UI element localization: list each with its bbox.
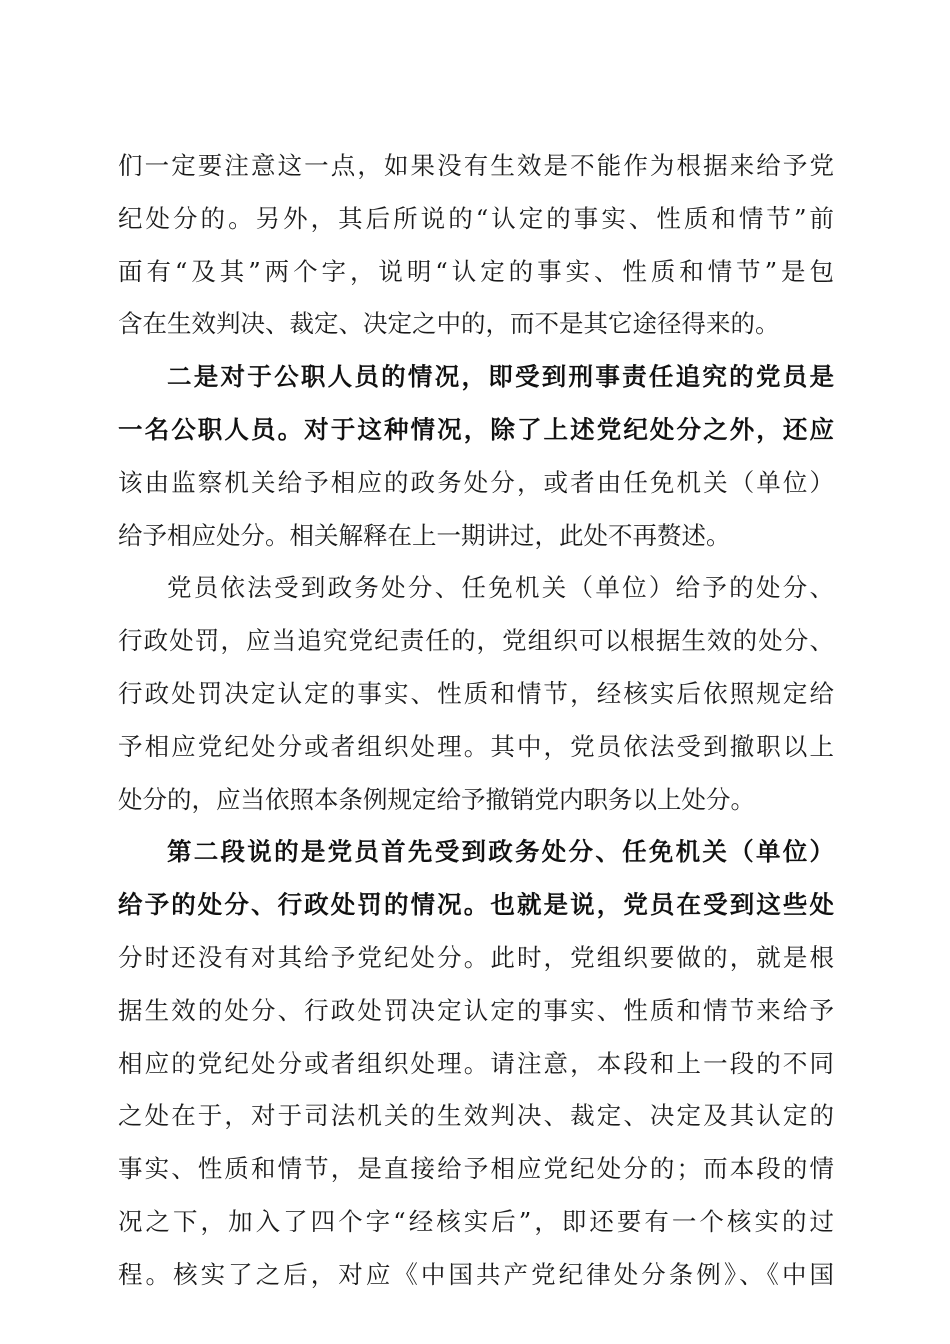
text-line-bold: 二是对于公职人员的情况，即受到刑事责任追究的党员是 (167, 362, 834, 392)
paragraph-4 (118, 826, 834, 1301)
text-line: 况之下，加入了四个字“经核实后”，即还要有一个核实的过 (118, 1206, 834, 1236)
text-line: 面有“及其”两个字，说明“认定的事实、性质和情节”是包 (118, 256, 834, 286)
text-line: 分时还没有对其给予党纪处分。此时，党组织要做的，就是根 (118, 942, 834, 972)
text-line-bold: 给予的处分、行政处罚的情况。也就是说，党员在受到这些处 (118, 890, 834, 920)
text-line: 之处在于，对于司法机关的生效判决、裁定、决定及其认定的 (118, 1101, 834, 1131)
text-line: 行政处罚，应当追究党纪责任的，党组织可以根据生效的处分、 (118, 626, 834, 656)
text-line: 事实、性质和情节，是直接给予相应党纪处分的；而本段的情 (118, 1154, 834, 1184)
text-line: 们一定要注意这一点，如果没有生效是不能作为根据来给予党 (118, 151, 834, 180)
text-line: 给予相应处分。相关解释在上一期讲过，此处不再赘述。 (118, 520, 731, 550)
text-line: 含在生效判决、裁定、决定之中的，而不是其它途径得来的。 (118, 309, 780, 339)
text-line: 予相应党纪处分或者组织处理。其中，党员依法受到撤职以上 (118, 731, 834, 761)
document-body (118, 140, 834, 1302)
text-line: 纪处分的。另外，其后所说的“认定的事实、性质和情节”前 (118, 203, 834, 233)
paragraph-3 (118, 562, 834, 826)
text-line-bold: 一名公职人员。对于这种情况，除了上述党纪处分之外，还应 (118, 414, 834, 444)
text-line: 该由监察机关给予相应的政务处分，或者由任免机关（单位） (118, 467, 834, 497)
text-line-bold: 第二段说的是党员首先受到政务处分、任免机关（单位） (167, 837, 834, 867)
text-line: 据生效的处分、行政处罚决定认定的事实、性质和情节来给予 (118, 995, 834, 1025)
paragraph-2 (118, 351, 834, 562)
text-line: 处分的，应当依照本条例规定给予撤销党内职务以上处分。 (118, 784, 755, 814)
text-line: 行政处罚决定认定的事实、性质和情节，经核实后依照规定给 (118, 678, 834, 708)
text-line: 党员依法受到政务处分、任免机关（单位）给予的处分、 (167, 573, 834, 603)
text-line: 相应的党纪处分或者组织处理。请注意，本段和上一段的不同 (118, 1048, 834, 1078)
paragraph-1 (118, 140, 834, 351)
text-line: 程。核实了之后，对应《中国共产党纪律处分条例》、《中国 (118, 1259, 834, 1289)
